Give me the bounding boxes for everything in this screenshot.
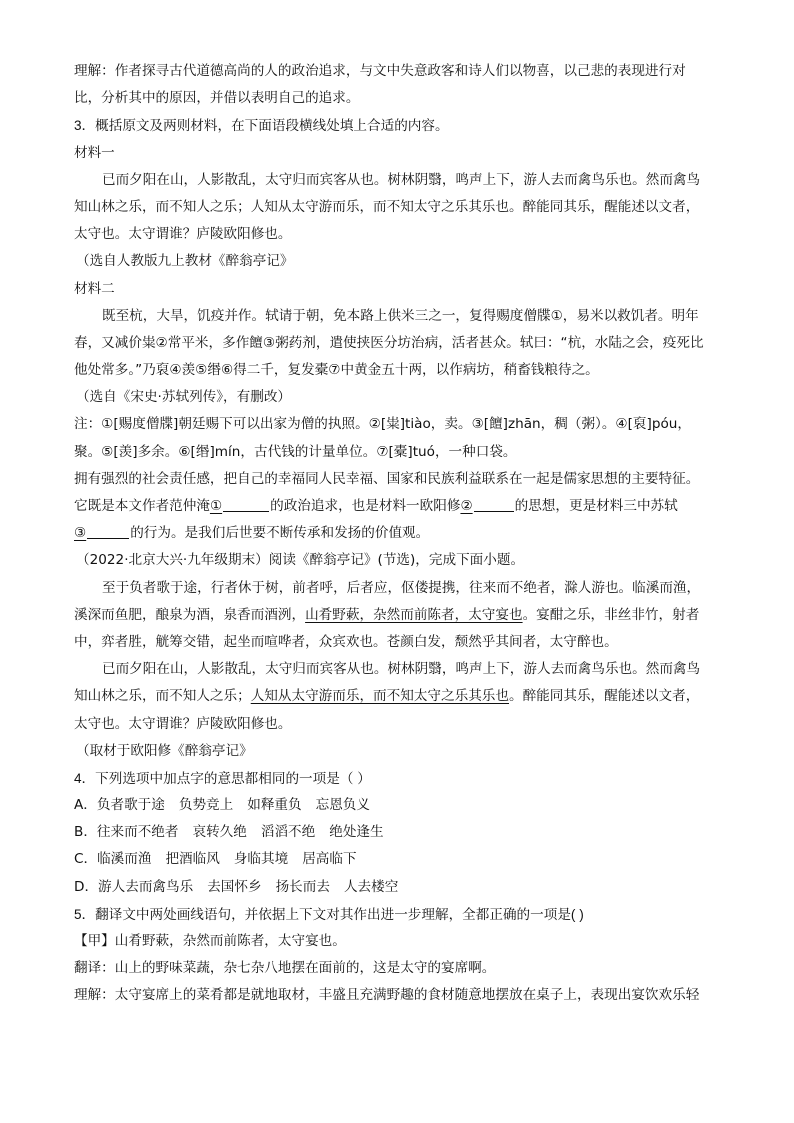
blank-3-number: ③ — [74, 525, 87, 542]
text-line: 至于负者歌于途，行者休于树，前者呼，后者应，伛偻提携，往来而不绝者，滁人游也。临溪而渔， — [102, 579, 701, 596]
fill-text: 的思想，更是材料三中苏轼 — [514, 498, 678, 514]
citation: （选自《宋史·苏轼列传》，有删改） — [76, 389, 292, 406]
text-span: 溪深而鱼肥，酿泉为酒，泉香而酒洌， — [74, 606, 306, 623]
option-text: B．往来而不绝者 — [74, 824, 179, 841]
text-span: 。宴酣之乐，非丝非竹，射者 — [522, 606, 700, 623]
option-text: 哀转久绝 — [192, 824, 247, 841]
question-3-stem: 3．概括原文及两则材料，在下面语段横线处填上合适的内容。 — [74, 118, 449, 134]
blank-1-number: ① — [209, 498, 223, 514]
option-text: 绝处逢生 — [329, 824, 384, 841]
footnote-line: 注：①[赐度僧牒]朝廷赐下可以出家为僧的执照。②[粜]tiào，卖。③[饘]zhān，稠（粥）。④[裒]póu， — [74, 416, 691, 433]
option-text: 负势竞上 — [178, 797, 234, 814]
text-line: 比，分析其中的原因，并借以表明自己的追求。 — [74, 90, 360, 107]
option-d[interactable] — [74, 874, 722, 901]
option-text: 把酒临风 — [165, 851, 220, 868]
blank-3[interactable] — [87, 523, 129, 539]
blank-2[interactable] — [474, 496, 514, 512]
text-line: 太守也。太守谓谁？庐陵欧阳修也。 — [74, 226, 292, 243]
fill-in-line-2 — [74, 520, 722, 547]
text-span: 。醉能同其乐，醒能述以文者， — [509, 688, 700, 705]
sentence-jia: 【甲】山肴野蔌，杂然而前陈者，太守宴也。 — [74, 933, 346, 949]
option-text: A．负者歌于途 — [74, 797, 165, 814]
document-page — [74, 58, 722, 1010]
citation: （选自人教版九上教材《醉翁亭记》 — [76, 253, 294, 270]
text-line — [74, 683, 722, 710]
option-text: 人去楼空 — [343, 878, 399, 895]
option-a[interactable] — [74, 792, 722, 819]
translation-line: 翻译：山上的野味菜蔬，杂七杂八地摆在面前的，这是太守的宴席啊。 — [74, 960, 496, 977]
fill-text: 它既是本文作者范仲淹 — [74, 498, 210, 514]
question-4-stem: 4．下列选项中加点字的意思都相同的一项是（ ） — [74, 770, 371, 786]
footnote-line: 聚。⑤[羡]多余。⑥[缗]mín，古代钱的计量单位。⑦[橐]tuó，一种口袋。 — [74, 443, 517, 460]
text-line: 已而夕阳在山，人影散乱，太守归而宾客从也。树林阴翳，鸣声上下，游人去而禽鸟乐也。然而禽鸟 — [102, 661, 701, 678]
option-c[interactable] — [74, 846, 722, 873]
option-text: D．游人去而禽鸟乐 — [74, 878, 194, 895]
fill-in-line-1 — [74, 493, 722, 520]
text-span: 知山林之乐，而不知人之乐； — [74, 688, 251, 705]
option-text: 身临其境 — [233, 851, 289, 868]
text-line: 太守也。太守谓谁？庐陵欧阳修也。 — [74, 715, 292, 732]
text-line: 已而夕阳在山，人影散乱，太守归而宾客从也。树林阴翳，鸣声上下，游人去而禽鸟乐也。然而禽鸟 — [102, 171, 701, 188]
option-text: C．临溪而渔 — [74, 851, 152, 868]
fill-text: 的行为。是我们后世要不断传承和发扬的价值观。 — [130, 525, 430, 542]
option-text: 如释重负 — [247, 797, 302, 814]
material-2-heading: 材料二 — [74, 280, 115, 297]
option-text: 忘恩负义 — [315, 797, 370, 814]
text-line: 春，又减价粜②常平米，多作饘③粥药剂，遣使挟医分坊治病，活者甚众。轼曰：“杭，水陆之会，疫死比 — [74, 334, 704, 351]
underlined-sentence-yi: 人知从太守游而乐，而不知太守之乐其乐也 — [250, 688, 509, 705]
text-line: 他处常多。”乃裒④羡⑤缗⑥得二千，复发橐⑦中黄金五十两，以作病坊，稍畜钱粮待之。 — [74, 362, 599, 379]
text-line: 拥有强烈的社会责任感，把自己的幸福同人民幸福、国家和民族利益联系在一起是儒家思想的主要特征。 — [74, 470, 700, 487]
question-5-stem: 5．翻译文中两处画线语句，并依据上下文对其作出进一步理解，全都正确的一项是( ) — [74, 906, 584, 922]
material-1-heading: 材料一 — [74, 144, 115, 161]
text-line: 既至杭，大旱，饥疫并作。轼请于朝，免本路上供米三之一，复得赐度僧牒①，易米以救饥者。明年 — [102, 307, 699, 324]
option-b[interactable] — [74, 819, 722, 846]
text-line: 中，弈者胜，觥筹交错，起坐而喧哗者，众宾欢也。苍颜白发，颓然乎其间者，太守醉也。 — [74, 633, 618, 650]
option-text: 去国怀乡 — [207, 878, 262, 895]
text-line: 理解：作者探寻古代道德高尚的人的政治追求，与文中失意政客和诗人们以物喜，以己悲的表现进行对 — [74, 63, 686, 79]
understanding-line: 理解：太守宴席上的菜肴都是就地取材，丰盛且充满野趣的食材随意地摆放在桌子上，表现出宴饮欢乐轻 — [74, 987, 700, 1004]
citation: （取材于欧阳修《醉翁亭记》 — [76, 742, 253, 759]
blank-1[interactable] — [223, 496, 269, 512]
fill-text: 的政治追求，也是材料一欧阳修 — [270, 498, 461, 514]
source-line: （2022·北京大兴·九年级期末）阅读《醉翁亭记》(节选)，完成下面小题。 — [76, 552, 525, 569]
blank-2-number: ② — [460, 498, 473, 514]
option-text: 居高临下 — [302, 851, 357, 868]
text-line — [74, 602, 722, 629]
option-text: 滔滔不绝 — [260, 824, 316, 841]
option-text: 扬长而去 — [275, 878, 330, 895]
text-line: 知山林之乐，而不知人之乐；人知从太守游而乐，而不知太守之乐其乐也。醉能同其乐，醒能述以文者， — [74, 198, 700, 215]
underlined-sentence-jia: 山肴野蔌，杂然而前陈者，太守宴也 — [305, 606, 523, 623]
